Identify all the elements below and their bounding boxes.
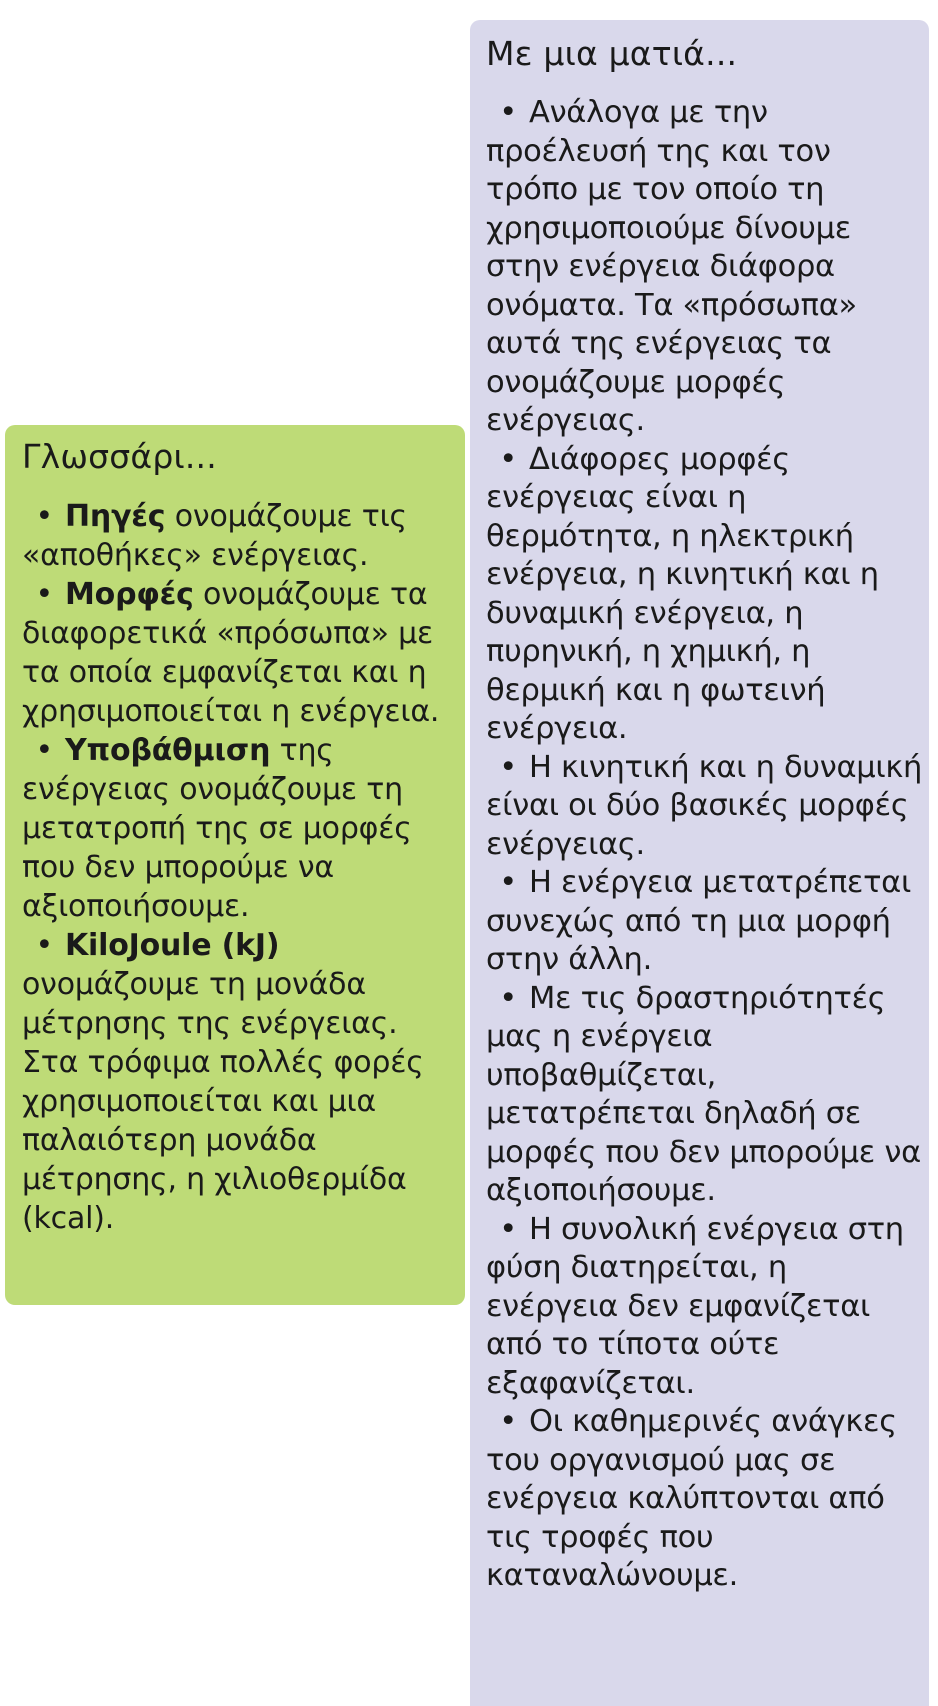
summary-text: Η ενέργεια μετατρέπεται συνεχώς από τη μια μορφή στην άλλη. <box>486 865 911 977</box>
bullet-icon: • <box>499 865 517 900</box>
glossary-definition: ονομάζουμε τη μονάδα μέτρησης της ενέργειας. Στα τρόφιμα πολλές φορές χρησιμοποιείται και μια παλαιότερη μονάδα μέτρησης, η χιλιοθερμίδα (kcal). <box>22 967 424 1236</box>
summary-text: Με τις δραστηριότητές μας η ενέργεια υποβαθμίζεται, μετατρέπεται δηλαδή σε μορφές που δεν μπορούμε να αξιοποιήσουμε. <box>486 980 921 1208</box>
bullet-icon: • <box>499 1404 517 1439</box>
at-a-glance-panel <box>470 20 929 1706</box>
bullet-icon: • <box>35 928 53 963</box>
glossary-definition: ονομάζουμε τα διαφορετικά «πρόσωπα» με τα οποία εμφανίζεται και η χρησιμοποιείται η ενέργεια. <box>22 577 440 729</box>
summary-item <box>486 864 923 980</box>
glossary-item <box>22 731 455 926</box>
at-a-glance-list <box>486 94 923 1596</box>
glossary-term: KiloJoule (kJ) <box>65 928 280 963</box>
summary-text: Ανάλογα με την προέλευσή της και τον τρόπο με τον οποίο τη χρησιμοποιούμε δίνουμε στην ενέργεια διάφορα ονόματα. Τα «πρόσωπα» αυτά της ενέργειας τα ονομάζουμε μορφές ενέργειας. <box>486 95 857 438</box>
glossary-term: Μορφές <box>65 577 194 612</box>
glossary-panel <box>5 425 465 1305</box>
summary-text: Η κινητική και η δυναμική είναι οι δύο βασικές μορφές ενέργειας. <box>486 749 923 862</box>
bullet-icon: • <box>35 499 53 534</box>
glossary-list <box>22 497 455 1238</box>
glossary-item <box>22 575 455 731</box>
bullet-icon: • <box>499 441 517 477</box>
summary-item <box>486 749 923 865</box>
at-a-glance-title: Με μια ματιά... <box>486 34 738 73</box>
bullet-icon: • <box>499 95 517 130</box>
summary-item <box>486 94 923 441</box>
glossary-title: Γλωσσάρι... <box>22 437 217 476</box>
summary-item <box>486 980 923 1211</box>
summary-text: Διάφορες μορφές ενέργειας είναι η θερμότητα, η ηλεκτρική ενέργεια, η κινητική και η δυναμική ενέργεια, η πυρηνική, η χημική, η θερμική και η φωτεινή ενέργεια. <box>486 441 879 746</box>
summary-item <box>486 1211 923 1404</box>
glossary-definition: ονομάζουμε τις «αποθήκες» ενέργειας. <box>22 499 407 573</box>
bullet-icon: • <box>35 733 53 768</box>
glossary-definition: της ενέργειας ονομάζουμε τη μετατροπή της σε μορφές που δεν μπορούμε να αξιοποιήσουμε. <box>22 733 412 924</box>
summary-text: Η συνολική ενέργεια στη φύση διατηρείται, η ενέργεια δεν εμφανίζεται από το τίποτα ούτε εξαφανίζεται. <box>486 1211 904 1401</box>
bullet-icon: • <box>35 577 53 612</box>
bullet-icon: • <box>499 749 517 785</box>
summary-text: Οι καθημερινές ανάγκες του οργανισμού μας σε ενέργεια καλύπτονται από τις τροφές που καταναλώνουμε. <box>486 1404 897 1593</box>
glossary-term: Πηγές <box>65 499 166 534</box>
bullet-icon: • <box>499 1211 517 1247</box>
bullet-icon: • <box>499 980 517 1016</box>
summary-item <box>486 441 923 749</box>
summary-item <box>486 1403 923 1596</box>
glossary-term: Υποβάθμιση <box>65 733 271 768</box>
glossary-item <box>22 926 455 1238</box>
glossary-item <box>22 497 455 575</box>
